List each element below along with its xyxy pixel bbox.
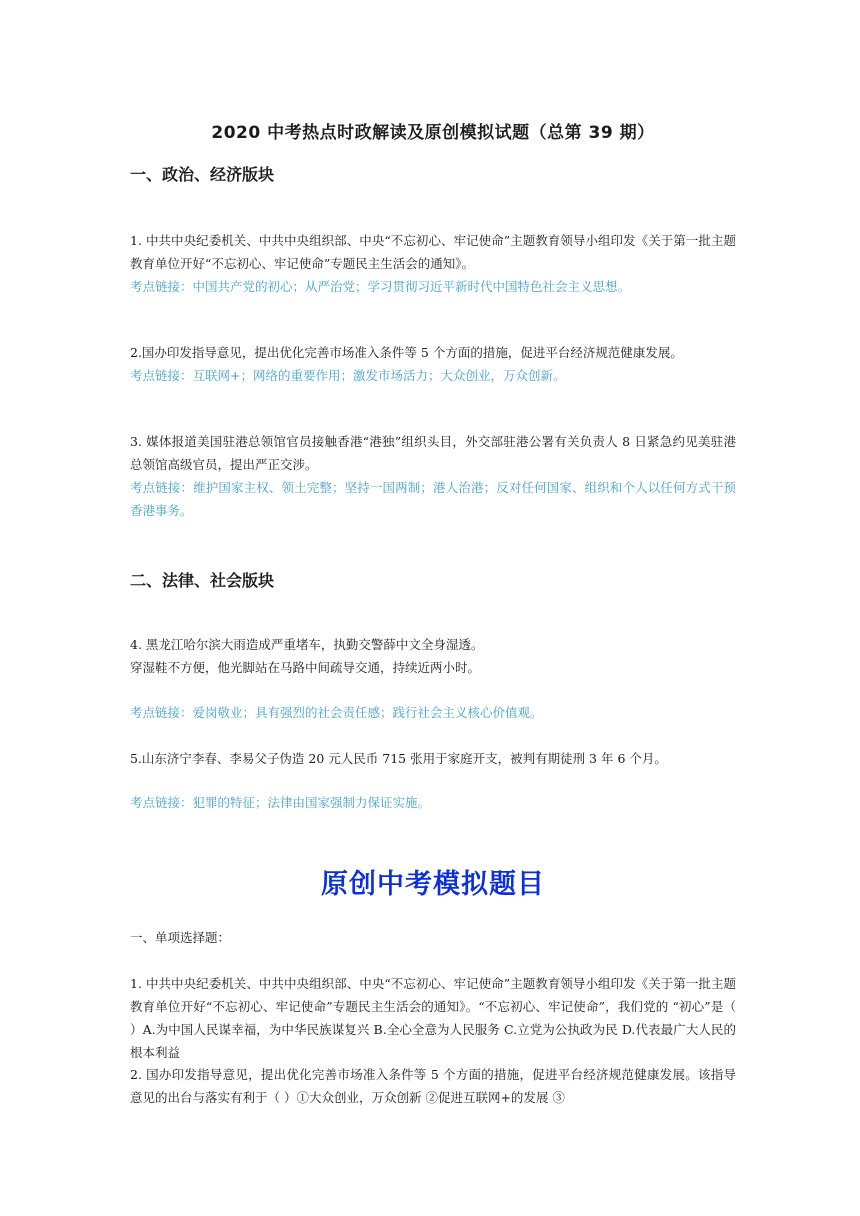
news-item-3-link: 考点链接：维护国家主权、领土完整；坚持一国两制；港人治港；反对任何国家、组织和个人以任何方式干预香港事务。 [130, 480, 736, 518]
news-item-2-link: 考点链接：互联网+；网络的重要作用；激发市场活力；大众创业，万众创新。 [130, 368, 566, 383]
original-questions-title: 原创中考模拟题目 [321, 869, 545, 900]
question-2: 2. 国办印发指导意见，提出优化完善市场准入条件等 5 个方面的措施，促进平台经济规范健康发展。该指导意见的出台与落实有利于（ ）①大众创业，万众创新 ②促进互联网+的发展 ③ [130, 1067, 736, 1105]
news-item-1-link: 考点链接：中国共产党的初心；从严治党；学习贯彻习近平新时代中国特色社会主义思想。 [130, 279, 631, 294]
news-item-1-text: 1. 中共中央纪委机关、中共中央组织部、中央“不忘初心、牢记使命”主题教育领导小组印发《关于第一批主题教育单位开好“不忘初心、牢记使命”专题民主生活会的通知》。 [130, 233, 736, 271]
document-title: 2020 中考热点时政解读及原创模拟试题（总第 39 期） [211, 123, 655, 143]
section-heading-politics-economy: 一、政治、经济版块 [130, 165, 275, 184]
news-item-3 [130, 430, 736, 522]
question-1: 1. 中共中央纪委机关、中共中央组织部、中央“不忘初心、牢记使命”主题教育领导小组印发《关于第一批主题教育单位开好“不忘初心、牢记使命”专题民主生活会的通知》。“不忘初心、牢记使命”，我们党的 “初心”是（ ）A.为中国人民谋幸福，为中华民族谋复兴 B.全心全意为人民服务 C.立党为公执政为民 D.代表最广大人民的根本利益 [130, 976, 736, 1060]
news-item-3-text: 3. 媒体报道美国驻港总领馆官员接触香港“港独”组织头目，外交部驻港公署有关负责人 8 日紧急约见美驻港总领馆高级官员，提出严正交涉。 [130, 434, 736, 472]
news-item-5-text: 5.山东济宁李春、李易父子伪造 20 元人民币 715 张用于家庭开支，被判有期徒刑 3 年 6 个月。 [130, 751, 667, 766]
news-item-1 [130, 229, 736, 298]
news-item-4-line2: 穿湿鞋不方便，他光脚站在马路中间疏导交通，持续近两小时。 [130, 660, 481, 675]
news-item-4 [130, 633, 736, 679]
single-choice-heading: 一、单项选择题： [130, 930, 231, 945]
news-item-4-link: 考点链接：爱岗敬业；具有强烈的社会责任感；践行社会主义核心价值观。 [130, 705, 543, 720]
news-item-2-text: 2.国办印发指导意见，提出优化完善市场准入条件等 5 个方面的措施，促进平台经济规范健康发展。 [130, 345, 683, 360]
news-item-4-line1: 4. 黑龙江哈尔滨大雨造成严重堵车，执勤交警薛中文全身湿透。 [130, 637, 484, 652]
news-item-5-link: 考点链接：犯罪的特征；法律由国家强制力保证实施。 [130, 795, 431, 810]
news-item-2 [130, 341, 736, 387]
section-heading-law-society: 二、法律、社会版块 [130, 571, 275, 590]
